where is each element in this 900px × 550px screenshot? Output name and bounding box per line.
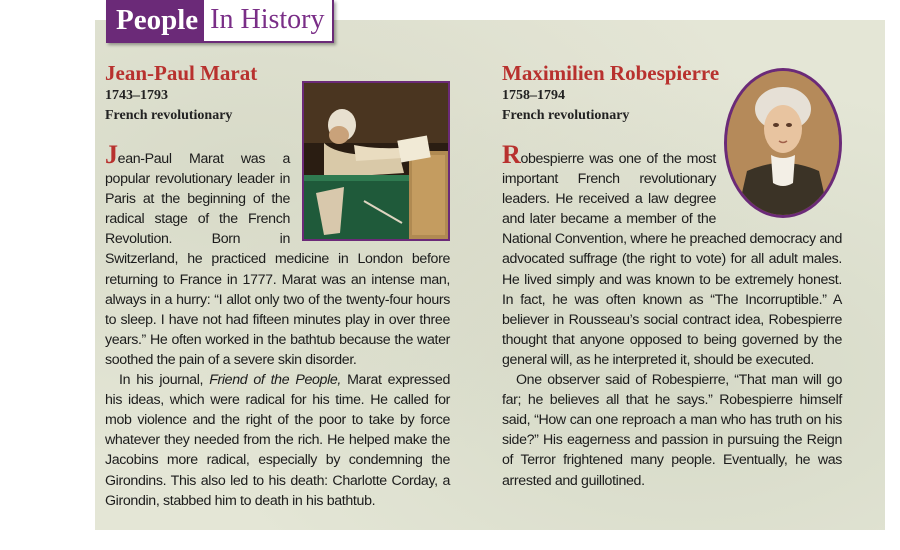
- robespierre-dates: 1758–1794: [502, 88, 565, 103]
- marat-paragraph-2: [105, 370, 450, 511]
- banner-people: People: [108, 0, 204, 41]
- robespierre-biography: [502, 140, 842, 491]
- marat-painting-image: [302, 81, 450, 241]
- marat-biography: [105, 140, 450, 511]
- marat-column: [105, 60, 450, 511]
- marat-name: Jean-Paul Marat: [105, 61, 258, 85]
- robespierre-portrait: [727, 71, 839, 215]
- marat-paragraph-1-text: ean-Paul Marat was a popular revolutionary leader in Paris at the beginning of the radical stage of the French Revolution. Born in Switzerland, he practiced medicine in London before returning to France in 1777. Marat was an intense man, always in a hurry: “I allot only two of the twenty-four hours to sleep. I have not had fifteen minutes play in over three years.” He often worked in the bathtub because the water soothed the pain of a severe skin disorder.: [105, 151, 450, 368]
- section-banner: [106, 0, 334, 43]
- marat-p2-post: Marat expressed his ideas, which were radical for his time. He called for mob violence and the right of the poor to take by force whatever they needed from the rich. He helped make the Jacobins more radical, especially by condemning the Girondins. This also led to his death: Charlotte Corday, a Girondin, stabbed him to death in his bathtub.: [105, 372, 450, 509]
- marat-dropcap: J: [105, 140, 118, 169]
- robespierre-portrait-image: [724, 68, 842, 218]
- robespierre-dropcap: R: [502, 140, 521, 169]
- death-of-marat-painting: [304, 83, 448, 239]
- marat-role: French revolutionary: [105, 108, 233, 123]
- robespierre-paragraph-2: One observer said of Robespierre, “That man will go far; he believes all that he says.” Robespierre himself said, “How can one reproach a man who has truth on his side?” His eagerness and passion in pursuing the Reign of Terror frightened many people. Eventually, he was arrested and guillotined.: [502, 372, 842, 489]
- banner-in-history: In History: [204, 0, 332, 41]
- robespierre-paragraph-1-text: obespierre was one of the most important French revolutionary leaders. He received a law degree and later became a member of the National Convention, where he preached democracy and advocated suffrage (the right to vote) for all adult males. He lived simply and was known to be extremely honest. In fact, he was often known as “The Incorruptible.” A believer in Rousseau’s social contract idea, Robespierre thought that anyone opposed to being governed by the general will, as he interpreted it, should be executed.: [502, 151, 842, 368]
- marat-p2-pre: In his journal,: [119, 372, 210, 389]
- robespierre-name: Maximilien Robespierre: [502, 61, 720, 85]
- marat-dates: 1743–1793: [105, 88, 168, 103]
- robespierre-role: French revolutionary: [502, 108, 630, 123]
- robespierre-column: [502, 60, 842, 491]
- journal-title: Friend of the People,: [209, 372, 342, 389]
